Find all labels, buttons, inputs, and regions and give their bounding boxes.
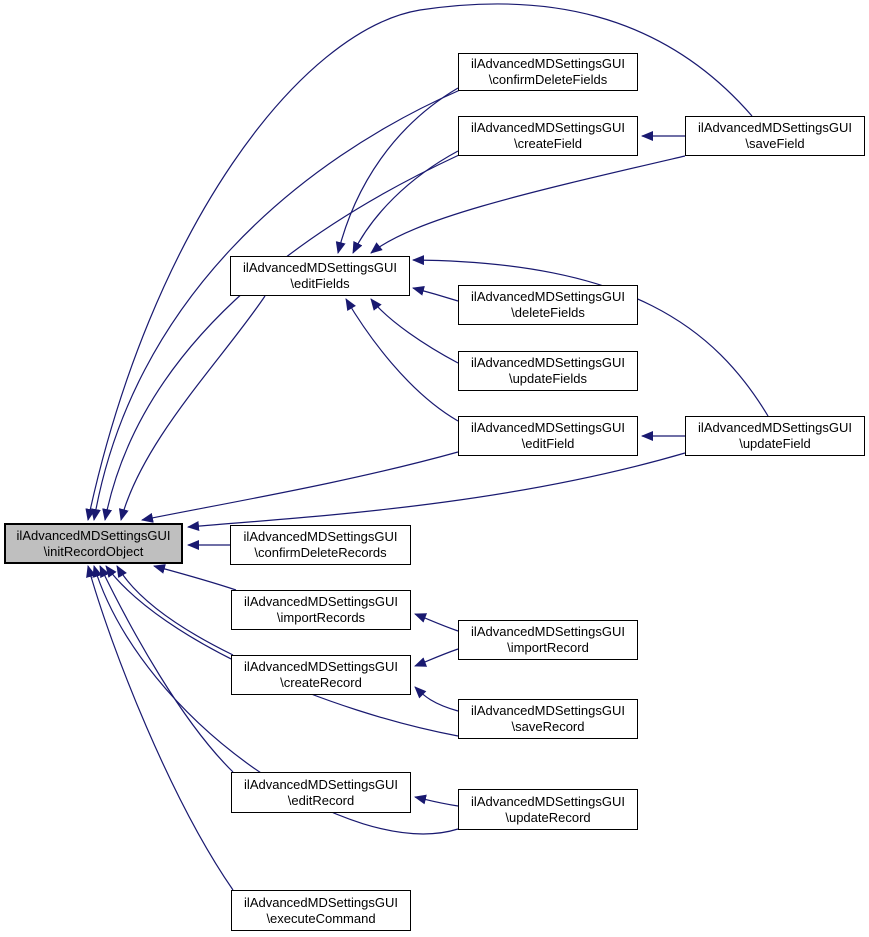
node-class-name: ilAdvancedMDSettingsGUI bbox=[471, 793, 625, 809]
edge-deleteFields-to-editFields bbox=[413, 288, 458, 301]
node-method-name: \createRecord bbox=[280, 675, 362, 690]
node-createRecord[interactable] bbox=[231, 655, 411, 695]
node-class-name: ilAdvancedMDSettingsGUI bbox=[243, 529, 398, 544]
edge-editField-to-editFields bbox=[346, 299, 458, 421]
edge-importRecord-to-importRecords bbox=[415, 614, 458, 631]
node-deleteFields[interactable] bbox=[458, 285, 638, 325]
edge-updateField-to-editFields bbox=[413, 260, 768, 416]
edge-saveRecord-to-createRecord bbox=[415, 687, 458, 711]
node-saveField[interactable] bbox=[685, 116, 865, 156]
node-editRecord[interactable] bbox=[231, 772, 411, 813]
edge-executeCommand-to-initRecordObject bbox=[88, 566, 233, 890]
node-method-name: \executeCommand bbox=[266, 910, 376, 926]
node-class-name: ilAdvancedMDSettingsGUI bbox=[244, 659, 398, 674]
node-class-name: ilAdvancedMDSettingsGUI bbox=[698, 120, 852, 135]
node-method-name: \saveRecord bbox=[511, 719, 585, 734]
edge-updateField-to-initRecordObject bbox=[188, 453, 685, 527]
node-class-name: ilAdvancedMDSettingsGUI bbox=[471, 624, 625, 639]
node-updateRecord[interactable] bbox=[458, 789, 638, 830]
edge-saveField-to-initRecordObject bbox=[88, 4, 752, 520]
node-executeCommand[interactable] bbox=[231, 890, 411, 931]
node-class-name: ilAdvancedMDSettingsGUI bbox=[471, 289, 625, 304]
node-class-name: ilAdvancedMDSettingsGUI bbox=[471, 355, 625, 370]
node-confirmDeleteRecords[interactable] bbox=[230, 525, 411, 565]
edge-editField-to-initRecordObject bbox=[142, 452, 458, 520]
node-method-name: \importRecords bbox=[276, 610, 366, 625]
node-class-name: ilAdvancedMDSettingsGUI bbox=[16, 527, 171, 543]
node-editFields[interactable] bbox=[230, 256, 410, 296]
node-class-name: ilAdvancedMDSettingsGUI bbox=[471, 56, 625, 71]
node-editField[interactable] bbox=[458, 416, 638, 456]
node-class-name: ilAdvancedMDSettingsGUI bbox=[471, 420, 625, 435]
node-method-name: \initRecordObject bbox=[43, 543, 144, 559]
node-importRecord[interactable] bbox=[458, 620, 638, 660]
node-saveRecord[interactable] bbox=[458, 699, 638, 739]
node-method-name: \editRecord bbox=[287, 792, 355, 808]
node-method-name: \saveField bbox=[745, 136, 805, 151]
node-class-name: ilAdvancedMDSettingsGUI bbox=[471, 703, 625, 718]
node-method-name: \updateFields bbox=[508, 371, 588, 386]
edge-editRecord-to-initRecordObject bbox=[100, 566, 233, 772]
node-createField[interactable] bbox=[458, 116, 638, 156]
node-class-name: ilAdvancedMDSettingsGUI bbox=[698, 420, 852, 435]
node-class-name: ilAdvancedMDSettingsGUI bbox=[244, 776, 398, 792]
node-class-name: ilAdvancedMDSettingsGUI bbox=[243, 260, 397, 275]
node-confirmDeleteFields[interactable] bbox=[458, 53, 638, 91]
node-method-name: \updateRecord bbox=[505, 809, 591, 825]
edge-saveField-to-editFields bbox=[371, 156, 685, 253]
edge-importRecords-to-initRecordObject bbox=[154, 566, 236, 590]
node-importRecords[interactable] bbox=[231, 590, 411, 630]
edge-updateRecord-to-editRecord bbox=[415, 797, 458, 806]
node-method-name: \confirmDeleteRecords bbox=[254, 545, 387, 560]
node-class-name: ilAdvancedMDSettingsGUI bbox=[244, 594, 398, 609]
edge-importRecord-to-createRecord bbox=[415, 649, 458, 666]
node-method-name: \deleteFields bbox=[511, 305, 585, 320]
edge-confirmDeleteFields-to-editFields bbox=[338, 88, 458, 253]
node-method-name: \editFields bbox=[290, 276, 350, 291]
node-class-name: ilAdvancedMDSettingsGUI bbox=[471, 120, 625, 135]
node-class-name: ilAdvancedMDSettingsGUI bbox=[244, 894, 398, 910]
node-updateFields[interactable] bbox=[458, 351, 638, 391]
node-updateField[interactable] bbox=[685, 416, 865, 456]
edge-editFields-to-initRecordObject bbox=[121, 296, 265, 520]
node-method-name: \updateField bbox=[739, 436, 811, 451]
edge-createRecord-to-initRecordObject bbox=[117, 566, 233, 655]
node-method-name: \createField bbox=[514, 136, 582, 151]
node-initRecordObject[interactable] bbox=[4, 523, 183, 564]
node-method-name: \confirmDeleteFields bbox=[488, 72, 608, 87]
node-method-name: \editField bbox=[521, 436, 575, 451]
node-method-name: \importRecord bbox=[507, 640, 589, 655]
